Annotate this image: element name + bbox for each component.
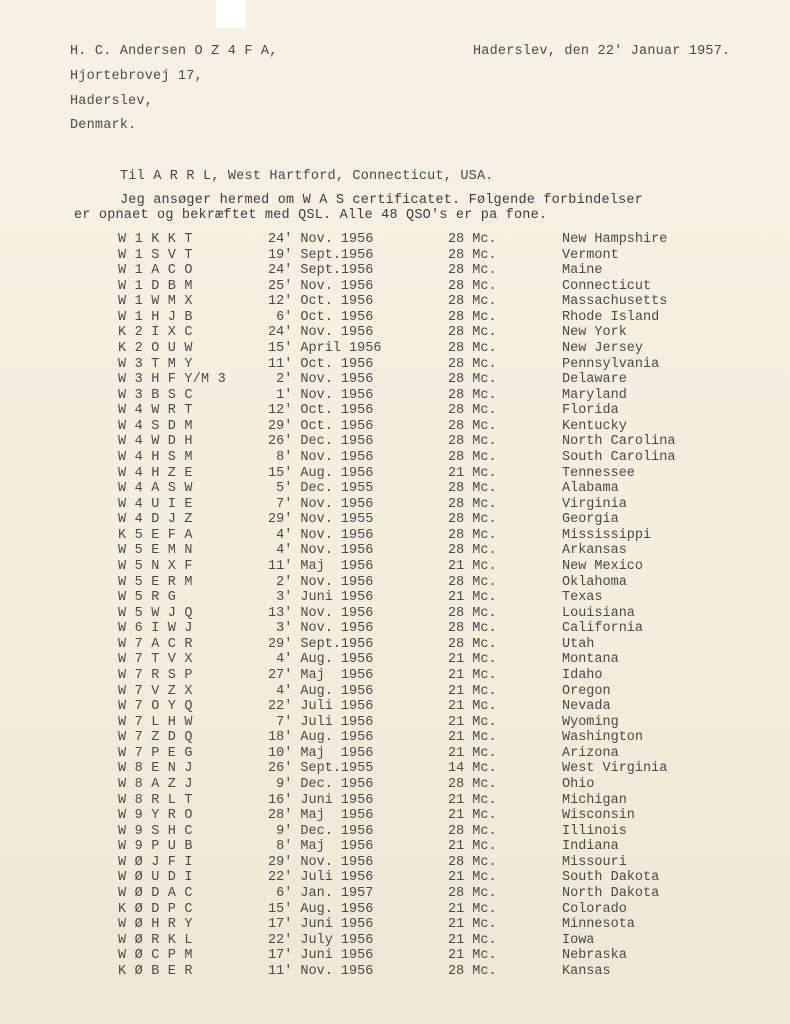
contact-date: 29' Oct. 1956 (268, 418, 374, 434)
contact-date: 24' Sept.1956 (268, 263, 374, 279)
callsign: K Ø D P C (118, 901, 193, 917)
callsign: W 7 L H W (118, 714, 193, 730)
contact-date: 19' Sept.1956 (268, 247, 374, 263)
state: Louisiana (562, 605, 635, 621)
contact-date: 16' Juni 1956 (268, 792, 374, 808)
contact-row (0, 761, 790, 777)
state: California (562, 621, 644, 637)
contact-row (0, 808, 790, 824)
band: 28 Mc. (448, 449, 497, 465)
callsign: W 4 D J Z (118, 512, 193, 528)
state: Oklahoma (562, 574, 627, 590)
contact-date: 11' Maj 1956 (268, 558, 374, 574)
callsign: W 4 W R T (118, 403, 193, 419)
sender-city: Haderslev, (70, 94, 154, 109)
state: Maryland (562, 387, 627, 403)
contact-row (0, 793, 790, 809)
contact-date: 8' Maj 1956 (268, 839, 374, 855)
contact-date: 7' Juli 1956 (268, 714, 374, 730)
contact-row (0, 902, 790, 918)
contact-date: 25' Nov. 1956 (268, 278, 374, 294)
state: Utah (562, 636, 595, 652)
state: South Dakota (562, 870, 660, 886)
contact-row (0, 310, 790, 326)
paper-tear (216, 0, 246, 28)
callsign: W 4 H S M (118, 449, 193, 465)
state: Delaware (562, 372, 627, 388)
band: 21 Mc. (448, 558, 497, 574)
contact-date: 2' Nov. 1956 (268, 372, 374, 388)
band: 28 Mc. (448, 823, 497, 839)
callsign: K 2 I X C (118, 325, 193, 341)
state: Iowa (562, 932, 595, 948)
callsign: W Ø D A C (118, 885, 193, 901)
callsign: K 2 O U W (118, 340, 193, 356)
contact-date: 12' Oct. 1956 (268, 294, 374, 310)
band: 28 Mc. (448, 340, 497, 356)
callsign: W 4 W D H (118, 434, 193, 450)
band: 28 Mc. (448, 294, 497, 310)
state: New Hampshire (562, 232, 668, 247)
callsign: W 1 S V T (118, 247, 193, 263)
band: 14 Mc. (448, 761, 497, 777)
state: Nebraska (562, 948, 627, 964)
band: 21 Mc. (448, 590, 497, 606)
contact-row (0, 528, 790, 544)
callsign: W Ø J F I (118, 854, 193, 870)
state: Rhode Island (562, 309, 660, 325)
contact-row (0, 746, 790, 762)
state: New Mexico (562, 558, 644, 574)
contact-date: 17' Juni 1956 (268, 917, 374, 933)
band: 28 Mc. (448, 247, 497, 263)
band: 21 Mc. (448, 745, 497, 761)
contact-date: 15' Aug. 1956 (268, 465, 374, 481)
band: 28 Mc. (448, 325, 497, 341)
contact-date: 8' Nov. 1956 (268, 449, 374, 465)
sender-street: Hjortebrovej 17, (70, 69, 203, 84)
contact-row (0, 730, 790, 746)
state: Indiana (562, 839, 619, 855)
sender-country: Denmark. (70, 118, 137, 133)
band: 28 Mc. (448, 512, 497, 528)
contact-date: 28' Maj 1956 (268, 808, 374, 824)
contact-date: 22' Juli 1956 (268, 870, 374, 886)
recipient: Til A R R L, West Hartford, Connecticut, USA. (120, 169, 494, 184)
state: Missouri (562, 854, 627, 870)
contact-row (0, 590, 790, 606)
state: Maine (562, 263, 603, 279)
contact-row (0, 512, 790, 528)
contact-date: 5' Dec. 1955 (268, 481, 374, 497)
callsign: W 7 Z D Q (118, 730, 193, 746)
contact-date: 29' Nov. 1955 (268, 512, 374, 528)
contact-date: 13' Nov. 1956 (268, 605, 374, 621)
callsign: W 7 R S P (118, 667, 193, 683)
state: Colorado (562, 901, 627, 917)
band: 21 Mc. (448, 870, 497, 886)
contact-date: 24' Nov. 1956 (268, 325, 374, 341)
band: 28 Mc. (448, 434, 497, 450)
contact-date: 4' Aug. 1956 (268, 652, 374, 668)
callsign: W 7 V Z X (118, 683, 193, 699)
contact-date: 3' Juni 1956 (268, 590, 374, 606)
contact-row (0, 466, 790, 482)
contact-date: 17' Juni 1956 (268, 948, 374, 964)
contact-row (0, 248, 790, 264)
contact-row (0, 886, 790, 902)
band: 28 Mc. (448, 263, 497, 279)
callsign: K 5 E F A (118, 527, 193, 543)
contact-date: 29' Sept.1956 (268, 636, 374, 652)
state: Illinois (562, 823, 627, 839)
contact-row (0, 637, 790, 653)
band: 28 Mc. (448, 496, 497, 512)
state: Michigan (562, 792, 627, 808)
contact-row (0, 543, 790, 559)
band: 21 Mc. (448, 932, 497, 948)
band: 28 Mc. (448, 636, 497, 652)
state: North Carolina (562, 434, 676, 450)
band: 21 Mc. (448, 808, 497, 824)
callsign: W 9 Y R O (118, 808, 193, 824)
callsign: W 1 A C O (118, 263, 193, 279)
body-line-2: er opnaet og bekræftet med QSL. Alle 48 QSO's er pa fone. (74, 208, 548, 223)
callsign: W 6 I W J (118, 621, 193, 637)
contact-row (0, 325, 790, 341)
contact-date: 11' Oct. 1956 (268, 356, 374, 372)
contact-row (0, 372, 790, 388)
band: 21 Mc. (448, 948, 497, 964)
contact-date: 6' Jan. 1957 (268, 885, 374, 901)
state: Georgia (562, 512, 619, 528)
band: 28 Mc. (448, 481, 497, 497)
band: 21 Mc. (448, 714, 497, 730)
contact-row (0, 263, 790, 279)
band: 28 Mc. (448, 356, 497, 372)
contact-date: 4' Aug. 1956 (268, 683, 374, 699)
callsign: W 7 T V X (118, 652, 193, 668)
contact-row (0, 279, 790, 295)
contact-row (0, 699, 790, 715)
band: 28 Mc. (448, 403, 497, 419)
contact-date: 1' Nov. 1956 (268, 387, 374, 403)
band: 28 Mc. (448, 885, 497, 901)
band: 28 Mc. (448, 963, 497, 979)
contact-row (0, 668, 790, 684)
contact-row (0, 341, 790, 357)
state: New York (562, 325, 627, 341)
state: South Carolina (562, 449, 676, 465)
contact-row (0, 481, 790, 497)
contact-row (0, 388, 790, 404)
band: 28 Mc. (448, 527, 497, 543)
callsign: W 9 S H C (118, 823, 193, 839)
contact-row (0, 357, 790, 373)
callsign: W 4 A S W (118, 481, 193, 497)
callsign: W Ø H R Y (118, 917, 193, 933)
contact-date: 15' April 1956 (268, 340, 382, 356)
callsign: W Ø U D I (118, 870, 193, 886)
callsign: W 7 A C R (118, 636, 193, 652)
state: Kentucky (562, 418, 627, 434)
band: 21 Mc. (448, 792, 497, 808)
contact-date: 26' Sept.1955 (268, 761, 374, 777)
callsign: W 5 R G (118, 590, 177, 606)
state: New Jersey (562, 340, 644, 356)
contact-date: 22' July 1956 (268, 932, 374, 948)
callsign: W 4 H Z E (118, 465, 193, 481)
contact-row (0, 559, 790, 575)
callsign: W 8 E N J (118, 761, 193, 777)
callsign: W 9 P U B (118, 839, 193, 855)
contact-row (0, 419, 790, 435)
contact-row (0, 839, 790, 855)
band: 21 Mc. (448, 839, 497, 855)
callsign: W Ø R K L (118, 932, 193, 948)
contact-date: 6' Oct. 1956 (268, 309, 374, 325)
state: Montana (562, 652, 619, 668)
band: 21 Mc. (448, 699, 497, 715)
callsign: W 3 T M Y (118, 356, 193, 372)
band: 21 Mc. (448, 901, 497, 917)
contact-date: 4' Nov. 1956 (268, 527, 374, 543)
state: Ohio (562, 776, 595, 792)
band: 28 Mc. (448, 309, 497, 325)
band: 28 Mc. (448, 543, 497, 559)
band: 28 Mc. (448, 387, 497, 403)
band: 28 Mc. (448, 605, 497, 621)
band: 28 Mc. (448, 776, 497, 792)
callsign: W 3 H F Y/M 3 (118, 372, 226, 388)
band: 28 Mc. (448, 232, 497, 247)
callsign: W 1 W M X (118, 294, 193, 310)
contact-date: 27' Maj 1956 (268, 667, 374, 683)
contact-row (0, 948, 790, 964)
callsign: W 4 S D M (118, 418, 193, 434)
state: Wisconsin (562, 808, 635, 824)
contact-row (0, 497, 790, 513)
contact-date: 2' Nov. 1956 (268, 574, 374, 590)
callsign: K Ø B E R (118, 963, 193, 979)
contact-row (0, 964, 790, 980)
contact-row (0, 575, 790, 591)
state: Kansas (562, 963, 611, 979)
contact-row (0, 652, 790, 668)
contact-date: 4' Nov. 1956 (268, 543, 374, 559)
contact-row (0, 870, 790, 886)
callsign: W 7 O Y Q (118, 699, 193, 715)
callsign: W 3 B S C (118, 387, 193, 403)
band: 21 Mc. (448, 465, 497, 481)
contact-date: 9' Dec. 1956 (268, 776, 374, 792)
state: Texas (562, 590, 603, 606)
state: Tennessee (562, 465, 635, 481)
contact-date: 24' Nov. 1956 (268, 232, 374, 247)
band: 28 Mc. (448, 418, 497, 434)
contact-row (0, 684, 790, 700)
state: Arkansas (562, 543, 627, 559)
state: Virginia (562, 496, 627, 512)
state: Massachusetts (562, 294, 668, 310)
callsign: W 4 U I E (118, 496, 193, 512)
contact-date: 18' Aug. 1956 (268, 730, 374, 746)
contact-row (0, 606, 790, 622)
callsign: W 8 R L T (118, 792, 193, 808)
state: Oregon (562, 683, 611, 699)
band: 21 Mc. (448, 652, 497, 668)
contact-date: 10' Maj 1956 (268, 745, 374, 761)
contact-row (0, 855, 790, 871)
contact-date: 9' Dec. 1956 (268, 823, 374, 839)
contact-row (0, 777, 790, 793)
contact-date: 12' Oct. 1956 (268, 403, 374, 419)
contact-row (0, 933, 790, 949)
state: Minnesota (562, 917, 635, 933)
band: 21 Mc. (448, 917, 497, 933)
band: 28 Mc. (448, 574, 497, 590)
callsign: W 8 A Z J (118, 776, 193, 792)
callsign: W 1 H J B (118, 309, 193, 325)
state: Nevada (562, 699, 611, 715)
contact-date: 11' Nov. 1956 (268, 963, 374, 979)
callsign: W 5 E R M (118, 574, 193, 590)
callsign: W 5 N X F (118, 558, 193, 574)
callsign: W 1 D B M (118, 278, 193, 294)
state: Florida (562, 403, 619, 419)
callsign: W 5 W J Q (118, 605, 193, 621)
band: 28 Mc. (448, 278, 497, 294)
state: Idaho (562, 667, 603, 683)
band: 21 Mc. (448, 683, 497, 699)
contact-row (0, 403, 790, 419)
contact-row (0, 450, 790, 466)
contact-row (0, 434, 790, 450)
contact-date: 7' Nov. 1956 (268, 496, 374, 512)
contact-row (0, 621, 790, 637)
callsign: W Ø C P M (118, 948, 193, 964)
contact-row (0, 232, 790, 248)
contact-date: 15' Aug. 1956 (268, 901, 374, 917)
contact-row (0, 917, 790, 933)
state: Wyoming (562, 714, 619, 730)
callsign: W 5 E M N (118, 543, 193, 559)
state: West Virginia (562, 761, 668, 777)
band: 21 Mc. (448, 667, 497, 683)
state: Pennsylvania (562, 356, 660, 372)
contact-row (0, 294, 790, 310)
sender-name: H. C. Andersen O Z 4 F A, (70, 44, 278, 59)
band: 28 Mc. (448, 854, 497, 870)
contact-date: 22' Juli 1956 (268, 699, 374, 715)
state: Vermont (562, 247, 619, 263)
contact-date: 26' Dec. 1956 (268, 434, 374, 450)
contact-date: 3' Nov. 1956 (268, 621, 374, 637)
band: 28 Mc. (448, 621, 497, 637)
contact-date: 29' Nov. 1956 (268, 854, 374, 870)
band: 28 Mc. (448, 372, 497, 388)
state: Washington (562, 730, 644, 746)
dateline: Haderslev, den 22' Januar 1957. (473, 44, 731, 59)
contact-row (0, 824, 790, 840)
state: Mississippi (562, 527, 652, 543)
state: Alabama (562, 481, 619, 497)
state: North Dakota (562, 885, 660, 901)
callsign: W 1 K K T (118, 232, 193, 247)
state: Arizona (562, 745, 619, 761)
band: 21 Mc. (448, 730, 497, 746)
state: Connecticut (562, 278, 652, 294)
contact-row (0, 715, 790, 731)
callsign: W 7 P E G (118, 745, 193, 761)
body-line-1: Jeg ansøger hermed om W A S certificatet. Følgende forbindelser (120, 193, 643, 208)
